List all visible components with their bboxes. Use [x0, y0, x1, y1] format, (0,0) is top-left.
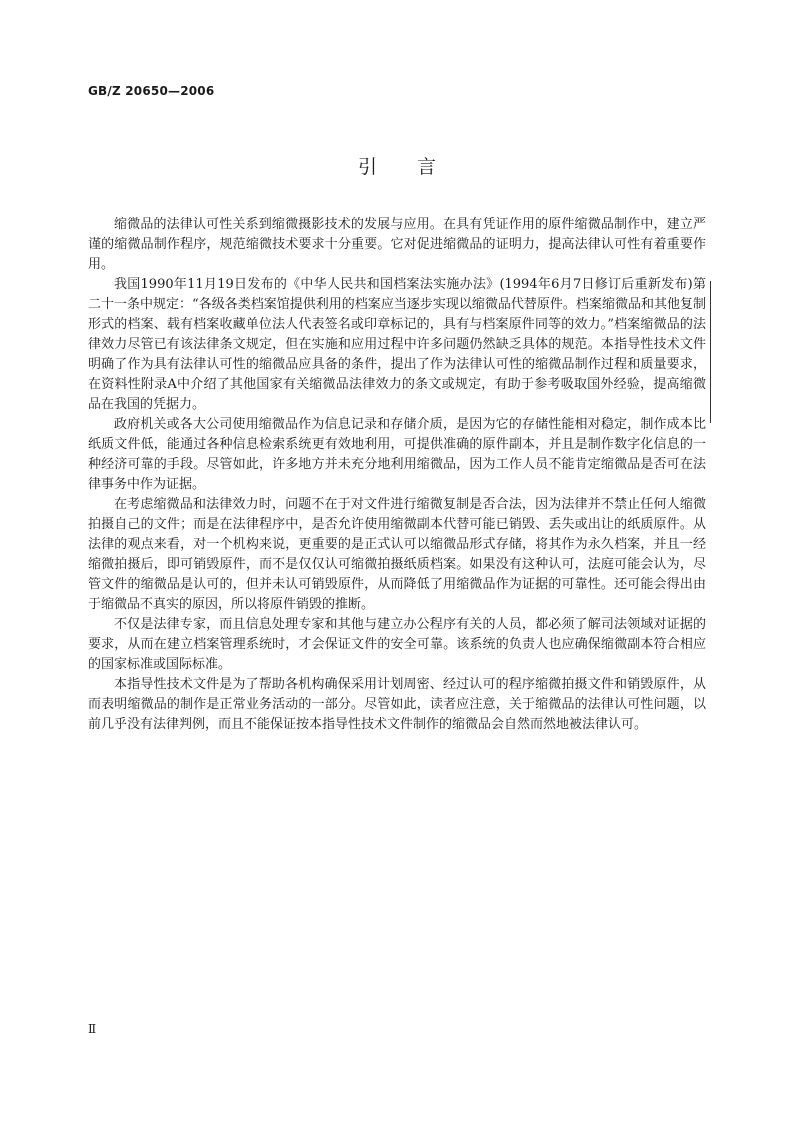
page-title: 引言: [357, 156, 476, 178]
standard-code: GB/Z 20650—2006: [88, 84, 215, 98]
paragraph-1: 缩微品的法律认可性关系到缩微摄影技术的发展与应用。在具有凭证作用的原件缩微品制作中，建立严谨的缩微品制作程序，规范缩微技术要求十分重要。它对促进缩微品的证明力，提高法律认可性有着重要作用。: [88, 217, 706, 272]
revision-change-bar: [710, 281, 711, 423]
paragraph-6: 本指导性技术文件是为了帮助各机构确保采用计划周密、经过认可的程序缩微拍摄文件和销毁原件，从而表明缩微品的制作是正常业务活动的一部分。尽管如此，读者应注意，关于缩微品的法律认可性问题，以前几乎没有法律判例，而且不能保证按本指导性技术文件制作的缩微品会自然而然地被法律认可。: [88, 677, 706, 732]
paragraph-2: 我国1990年11月19日发布的《中华人民共和国档案法实施办法》(1994年6月7日修订后重新发布)第二十一条中规定：“各级各类档案馆提供利用的档案应当逐步实现以缩微品代替原件。档案缩微品和其他复制形式的档案、载有档案收藏单位法人代表签名或印章标记的，具有与档案原件同等的效力。”档案缩微品的法律效力尽管已有该法律条文规定，但在实施和应用过程中许多问题仍然缺乏具体的规范。本指导性技术文件明确了作为具有法律认可性的缩微品应具备的条件，提出了作为法律认可性的缩微品制作过程和质量要求，在资料性附录A中介绍了其他国家有关缩微品法律效力的条文或规定，有助于参考吸取国外经验，提高缩微品在我国的凭据力。: [88, 277, 706, 412]
page-number: Ⅱ: [88, 1022, 97, 1036]
document-body: [88, 215, 706, 735]
paragraph-3: 政府机关或各大公司使用缩微品作为信息记录和存储介质，是因为它的存储性能相对稳定，制作成本比纸质文件低，能通过各种信息检索系统更有效地利用，可提供准确的原件副本，并且是制作数字化信息的一种经济可靠的手段。尽管如此，许多地方并未充分地利用缩微品，因为工作人员不能肯定缩微品是否可在法律事务中作为证据。: [88, 417, 706, 492]
paragraph-5: 不仅是法律专家，而且信息处理专家和其他与建立办公程序有关的人员，都必须了解司法领域对证据的要求，从而在建立档案管理系统时，才会保证文件的安全可靠。该系统的负责人也应确保缩微副本符合相应的国家标准或国际标准。: [88, 617, 706, 672]
paragraph-4: 在考虑缩微品和法律效力时，问题不在于对文件进行缩微复制是否合法，因为法律并不禁止任何人缩微拍摄自己的文件；而是在法律程序中，是否允许使用缩微副本代替可能已销毁、丢失或出让的纸质原件。从法律的观点来看，对一个机构来说，更重要的是正式认可以缩微品形式存储，将其作为永久档案，并且一经缩微拍摄后，即可销毁原件，而不是仅仅认可缩微拍摄纸质档案。如果没有这种认可，法庭可能会认为，尽管文件的缩微品是认可的，但并未认可销毁原件，从而降低了用缩微品作为证据的可靠性。还可能会得出由于缩微品不真实的原因，所以将原件销毁的推断。: [88, 497, 706, 612]
